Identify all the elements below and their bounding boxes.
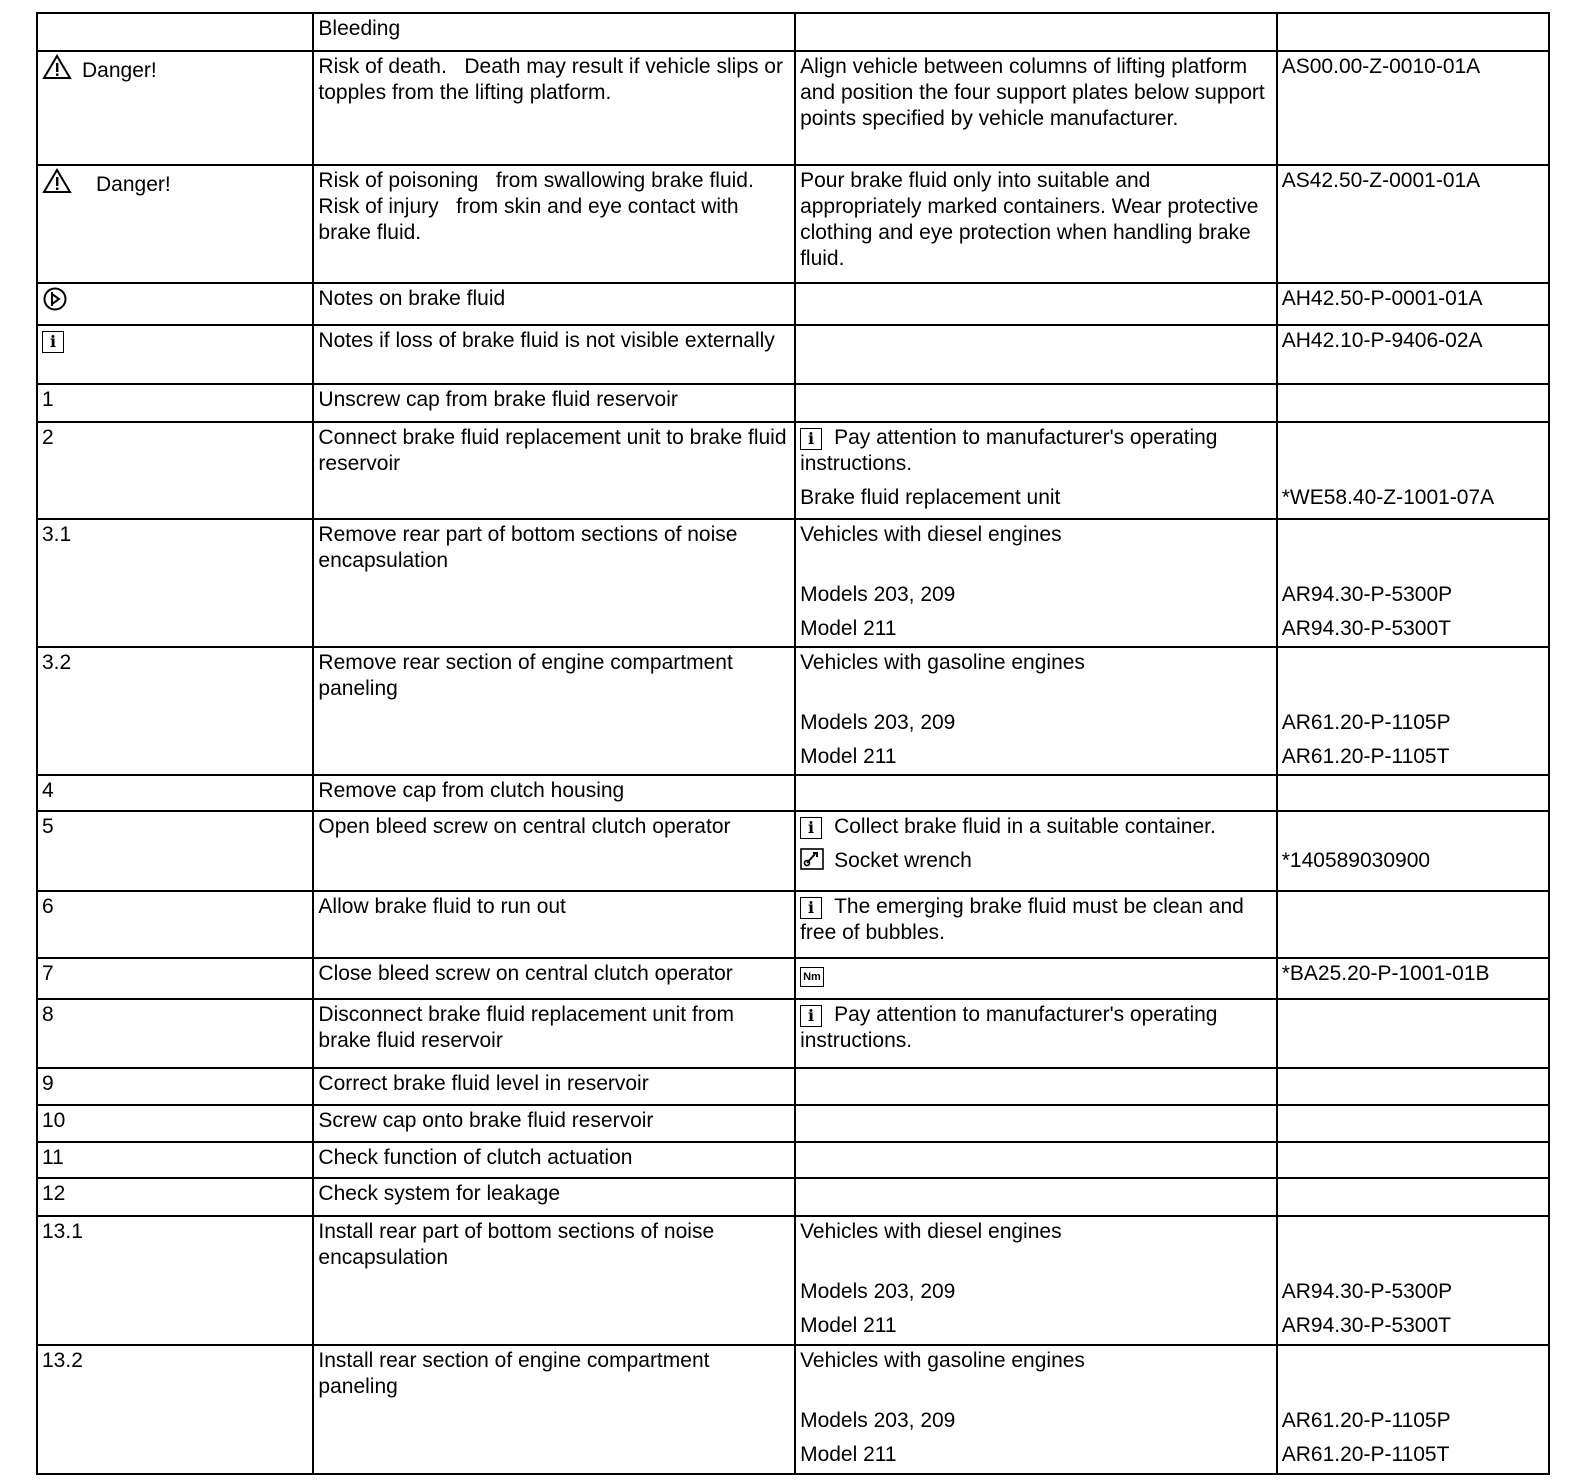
safety-note: Pour brake fluid only into suitable and appropriately marked containers. Wear protective clothing and eye protection when handling brake fluid. xyxy=(795,165,1277,282)
step-row xyxy=(37,519,1549,647)
step-row xyxy=(37,647,1549,775)
step-number: 13.2 xyxy=(37,1345,313,1474)
step-action: Unscrew cap from brake fluid reservoir xyxy=(313,384,795,422)
step-action: Close bleed screw on central clutch operator xyxy=(313,958,795,999)
step-row xyxy=(37,1068,1549,1105)
step-action: Correct brake fluid level in reservoir xyxy=(313,1068,795,1105)
tool-name: Socket wrench xyxy=(834,848,972,872)
danger-label: Danger! xyxy=(82,59,157,83)
reference-link[interactable]: AR61.20-P-1105T xyxy=(1281,1442,1450,1466)
step-number: 5 xyxy=(37,811,313,892)
safety-row xyxy=(37,165,1549,282)
reference-link[interactable]: AR94.30-P-5300P xyxy=(1281,1280,1453,1304)
reference-link[interactable]: AR94.30-P-5300T xyxy=(1281,616,1451,640)
step-number: 13.1 xyxy=(37,1216,313,1344)
model-label: Models 203, 209 xyxy=(800,711,956,734)
step-action: Remove cap from clutch housing xyxy=(313,775,795,810)
step-action: Check system for leakage xyxy=(313,1178,795,1216)
step-number: 2 xyxy=(37,422,313,519)
step-number: 11 xyxy=(37,1142,313,1178)
danger-label: Danger! xyxy=(96,173,171,197)
step-row xyxy=(37,1345,1549,1474)
reference-link[interactable]: *BA25.20-P-1001-01B xyxy=(1277,958,1549,999)
model-label: Model 211 xyxy=(800,616,897,640)
info-icon: i xyxy=(800,1005,822,1027)
header-empty-cell xyxy=(37,13,313,51)
step-row xyxy=(37,958,1549,999)
hazard-text: Risk of poisoning xyxy=(318,169,479,193)
header-title: Bleeding xyxy=(313,13,795,51)
procedure-table xyxy=(36,12,1550,1475)
step-number: 7 xyxy=(37,958,313,999)
step-action: Disconnect brake fluid replacement unit from brake fluid reservoir xyxy=(313,999,795,1068)
step-row xyxy=(37,422,1549,519)
hazard-text: Risk of injury xyxy=(318,195,439,219)
reference-link[interactable]: AR94.30-P-5300T xyxy=(1281,1314,1451,1338)
step-action: Allow brake fluid to run out xyxy=(313,891,795,958)
step-number: 1 xyxy=(37,384,313,422)
info-icon: i xyxy=(800,897,822,919)
step-action: Remove rear section of engine compartment paneling xyxy=(313,647,795,775)
step-note: Collect brake fluid in a suitable container. xyxy=(834,814,1216,838)
step-note: Pay attention to manufacturer's operating instructions. xyxy=(800,425,1218,475)
note-row xyxy=(37,325,1549,384)
hazard-detail: from skin and eye contact with brake fluid. xyxy=(318,195,739,245)
torque-icon: Nm xyxy=(800,967,824,987)
step-number: 12 xyxy=(37,1178,313,1216)
model-label: Model 211 xyxy=(800,1442,897,1466)
safety-row xyxy=(37,51,1549,165)
reference-link[interactable]: AH42.10-P-9406-02A xyxy=(1277,325,1549,384)
step-note: Pay attention to manufacturer's operating instructions. xyxy=(800,1003,1218,1053)
note-row xyxy=(37,283,1549,325)
safety-note: Align vehicle between columns of lifting platform and position the four support plates below support points specified by vehicle manufacturer. xyxy=(795,51,1277,165)
step-action: Check function of clutch actuation xyxy=(313,1142,795,1178)
step-number: 3.1 xyxy=(37,519,313,647)
step-row xyxy=(37,1178,1549,1216)
step-action: Open bleed screw on central clutch operator xyxy=(313,811,795,892)
header-row xyxy=(37,13,1549,51)
tool-name: Brake fluid replacement unit xyxy=(800,485,1061,509)
condition: Vehicles with diesel engines xyxy=(800,1220,1062,1244)
model-label: Model 211 xyxy=(800,1314,897,1338)
reference-link[interactable]: AS00.00-Z-0010-01A xyxy=(1277,51,1549,165)
model-label: Models 203, 209 xyxy=(800,1280,956,1304)
reference-link[interactable]: *140589030900 xyxy=(1281,848,1431,872)
step-row xyxy=(37,999,1549,1068)
step-row xyxy=(37,775,1549,810)
step-number: 4 xyxy=(37,775,313,810)
reference-link[interactable]: AR61.20-P-1105P xyxy=(1281,711,1451,734)
condition: Vehicles with diesel engines xyxy=(800,522,1062,546)
condition: Vehicles with gasoline engines xyxy=(800,1348,1085,1372)
reference-link[interactable]: AR61.20-P-1105P xyxy=(1281,1408,1451,1432)
warning-triangle-icon xyxy=(42,168,72,201)
model-label: Models 203, 209 xyxy=(800,1408,956,1432)
step-row xyxy=(37,891,1549,958)
step-row xyxy=(37,1142,1549,1178)
step-number: 6 xyxy=(37,891,313,958)
step-action: Install rear part of bottom sections of noise encapsulation xyxy=(313,1216,795,1344)
hazard-text: Risk of death. xyxy=(318,55,447,79)
reference-link[interactable]: AH42.50-P-0001-01A xyxy=(1277,283,1549,325)
step-action: Remove rear part of bottom sections of noise encapsulation xyxy=(313,519,795,647)
step-row xyxy=(37,1105,1549,1141)
info-icon: i xyxy=(42,331,64,353)
step-number: 3.2 xyxy=(37,647,313,775)
reference-link[interactable]: AR94.30-P-5300P xyxy=(1281,582,1453,606)
step-number: 10 xyxy=(37,1105,313,1141)
note-text: Notes on brake fluid xyxy=(313,283,795,325)
environment-note-icon xyxy=(42,294,68,317)
procedure-sheet xyxy=(36,12,1550,1475)
step-row xyxy=(37,384,1549,422)
step-row xyxy=(37,811,1549,892)
hazard-detail: Death may result if vehicle slips or topples from the lifting platform. xyxy=(318,55,783,105)
note-text: Notes if loss of brake fluid is not visible externally xyxy=(313,325,795,384)
step-row xyxy=(37,1216,1549,1344)
info-icon: i xyxy=(800,817,822,839)
model-label: Model 211 xyxy=(800,745,897,768)
hazard-detail: from swallowing brake fluid. xyxy=(495,169,754,193)
step-number: 8 xyxy=(37,999,313,1068)
step-action: Screw cap onto brake fluid reservoir xyxy=(313,1105,795,1141)
model-label: Models 203, 209 xyxy=(800,582,956,606)
warning-triangle-icon xyxy=(42,54,72,87)
step-action: Install rear section of engine compartment paneling xyxy=(313,1345,795,1474)
reference-link[interactable]: AS42.50-Z-0001-01A xyxy=(1277,165,1549,282)
reference-link[interactable]: *WE58.40-Z-1001-07A xyxy=(1281,485,1495,509)
condition: Vehicles with gasoline engines xyxy=(800,651,1085,674)
socket-wrench-icon xyxy=(800,848,824,877)
step-note: The emerging brake fluid must be clean and free of bubbles. xyxy=(800,895,1244,945)
info-icon: i xyxy=(800,428,822,450)
step-number: 9 xyxy=(37,1068,313,1105)
reference-link[interactable]: AR61.20-P-1105T xyxy=(1281,745,1450,768)
step-action: Connect brake fluid replacement unit to brake fluid reservoir xyxy=(313,422,795,519)
